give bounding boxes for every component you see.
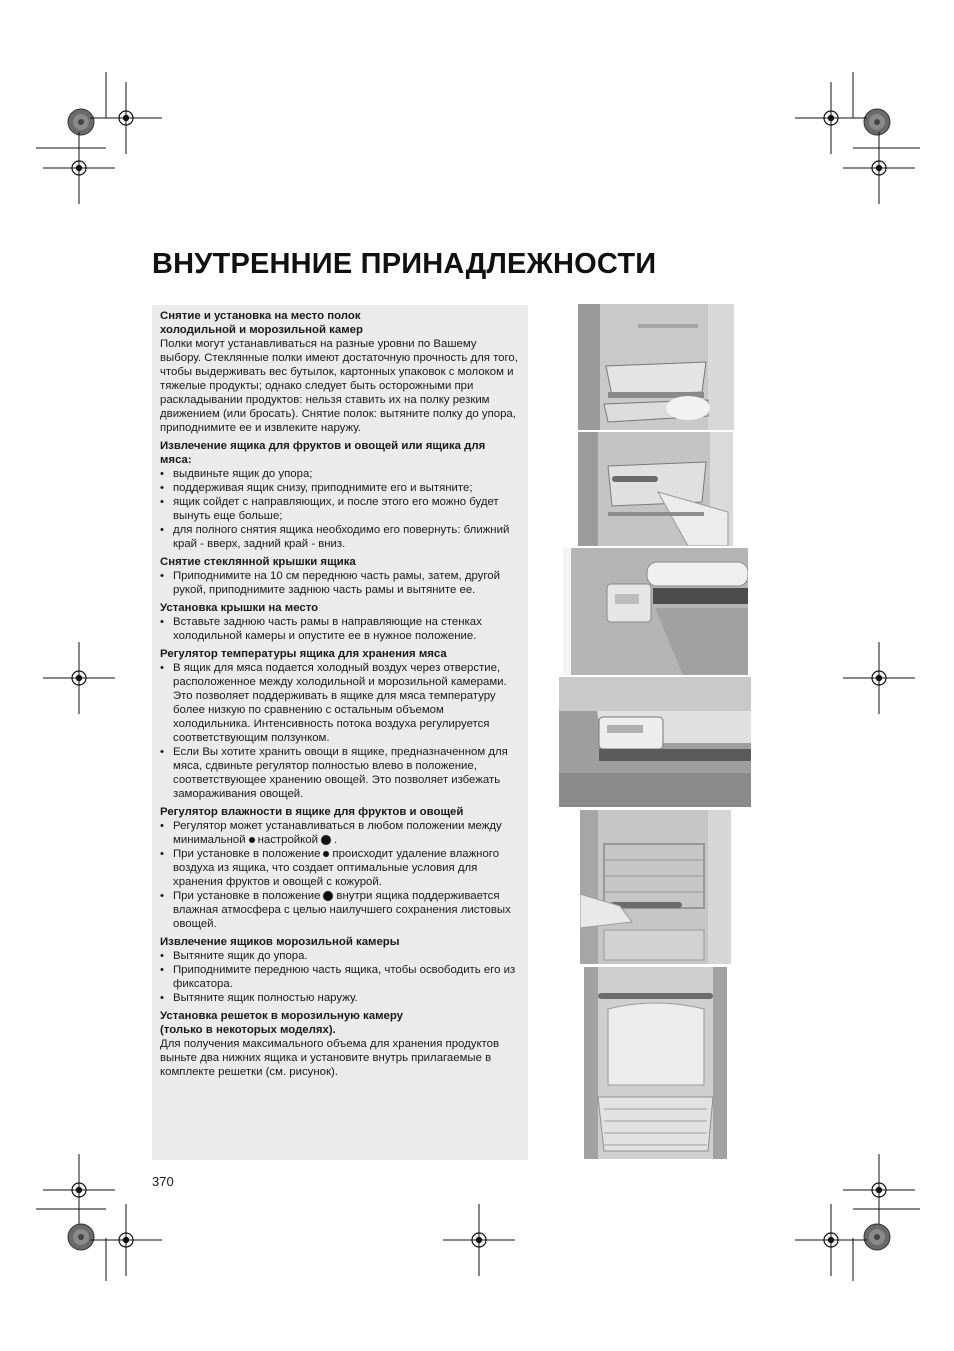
photo-glass-lid [563,548,748,675]
item-text: настройкой [257,834,318,846]
photo-meat-temperature-control [559,677,751,807]
list-item [160,847,520,889]
section-title-cont: холодильной и морозильной камер [160,324,363,336]
item-text: . [333,834,338,846]
max-setting-dot-icon [321,835,331,845]
item-text: Регулятор может устанавливаться в любом положении между минимальной [173,820,502,846]
item-text: внутри ящика поддерживается влажная атмосфера с целью наилучшего сохранения листовых овощей. [173,890,511,930]
list-item [160,889,520,931]
list-item: • Вставьте заднюю часть рамы в направляющие на стенках холодильной камеры и опустите ее в нужное положение. [160,615,520,643]
section-title: Извлечение ящиков морозильной камеры [160,936,400,948]
section-lid-install [160,601,520,643]
photo-freezer-grilles [584,967,727,1159]
section-freezer-drawers [160,935,520,1005]
section-title: Снятие стеклянной крышки ящика [160,556,356,568]
photo-fridge-shelves [578,304,734,430]
list-item [160,819,520,847]
min-setting-dot-icon [249,837,255,843]
list-item: • Вытяните ящик до упора. [160,949,520,963]
section-drawer-removal [160,439,520,551]
section-humidity [160,805,520,931]
section-title: Установка крышки на место [160,602,319,614]
section-meat-temperature [160,647,520,801]
section-title: Регулятор температуры ящика для хранения мяса [160,648,447,660]
section-title: Регулятор влажности в ящике для фруктов и овощей [160,806,464,818]
list-item: • ящик сойдет с направляющих, и после этого его можно будет вынуть еще больше; [160,495,520,523]
section-body: Для получения максимального объема для хранения продуктов выньте два нижних ящика и установите внутрь прилагаемые в комплекте решетки (см. рисунок). [160,1038,500,1078]
page-number: 370 [152,1174,174,1189]
list-item: • Вытяните ящик полностью наружу. [160,991,520,1005]
list-item: • выдвиньте ящик до упора; [160,467,520,481]
section-title-cont: (только в некоторых моделях). [160,1024,336,1036]
max-setting-dot-icon [323,891,333,901]
instructions-panel [152,305,528,1160]
page-title: ВНУТРЕННИЕ ПРИНАДЛЕЖНОСТИ [152,248,657,280]
item-text: происходит удаление влажного воздуха из ящика, что создает оптимальные условия для хранения фруктов и овощей с кожурой. [173,848,500,888]
photo-freezer-drawer [580,810,731,964]
item-text: При установке в положение [173,848,321,860]
section-title: Извлечение ящика для фруктов и овощей или ящика для мяса: [160,440,486,466]
photo-drawer-pull [578,432,733,546]
section-glass-lid-removal [160,555,520,597]
list-item: • Приподнимите переднюю часть ящика, чтобы освободить его из фиксатора. [160,963,520,991]
section-shelves [160,309,520,435]
min-setting-dot-icon [323,851,329,857]
section-body: Полки могут устанавливаться на разные уровни по Вашему выбору. Стеклянные полки имеют достаточную прочность для того, чтобы выдерживать вес бутылок, картонных упаковок с молоком и тяжелые продукты; однако следует быть осторожными при раскладывании продуктов: нельзя ставить их на полку резким движением (или бросать). Снятие полок: вытяните полку до упора, приподнимите ее и извлеките наружу. [160,338,518,434]
list-item: • В ящик для мяса подается холодный воздух через отверстие, расположенное между холодильной и морозильной камерами. Это позволяет поддерживать в ящике для мяса температуру более низкую по сравнению с остальным объемом холодильника. Интенсивность потока воздуха регулируется соответствующим ползунком. [160,661,520,745]
item-text: При установке в положение [173,890,321,902]
list-item: • поддерживая ящик снизу, приподнимите его и вытяните; [160,481,520,495]
section-grilles [160,1009,520,1079]
list-item: • Если Вы хотите хранить овощи в ящике, предназначенном для мяса, сдвиньте регулятор полностью влево в положение, соответствующее хранению овощей. Это позволяет избежать замораживания овощей. [160,745,520,801]
section-title: Установка решеток в морозильную камеру [160,1010,403,1022]
section-title: Снятие и установка на место полок [160,310,361,322]
list-item: • Приподнимите на 10 см переднюю часть рамы, затем, другой рукой, приподнимите заднюю часть рамы и вытяните ее. [160,569,520,597]
list-item: • для полного снятия ящика необходимо его повернуть: ближний край - вверх, задний край - вниз. [160,523,520,551]
